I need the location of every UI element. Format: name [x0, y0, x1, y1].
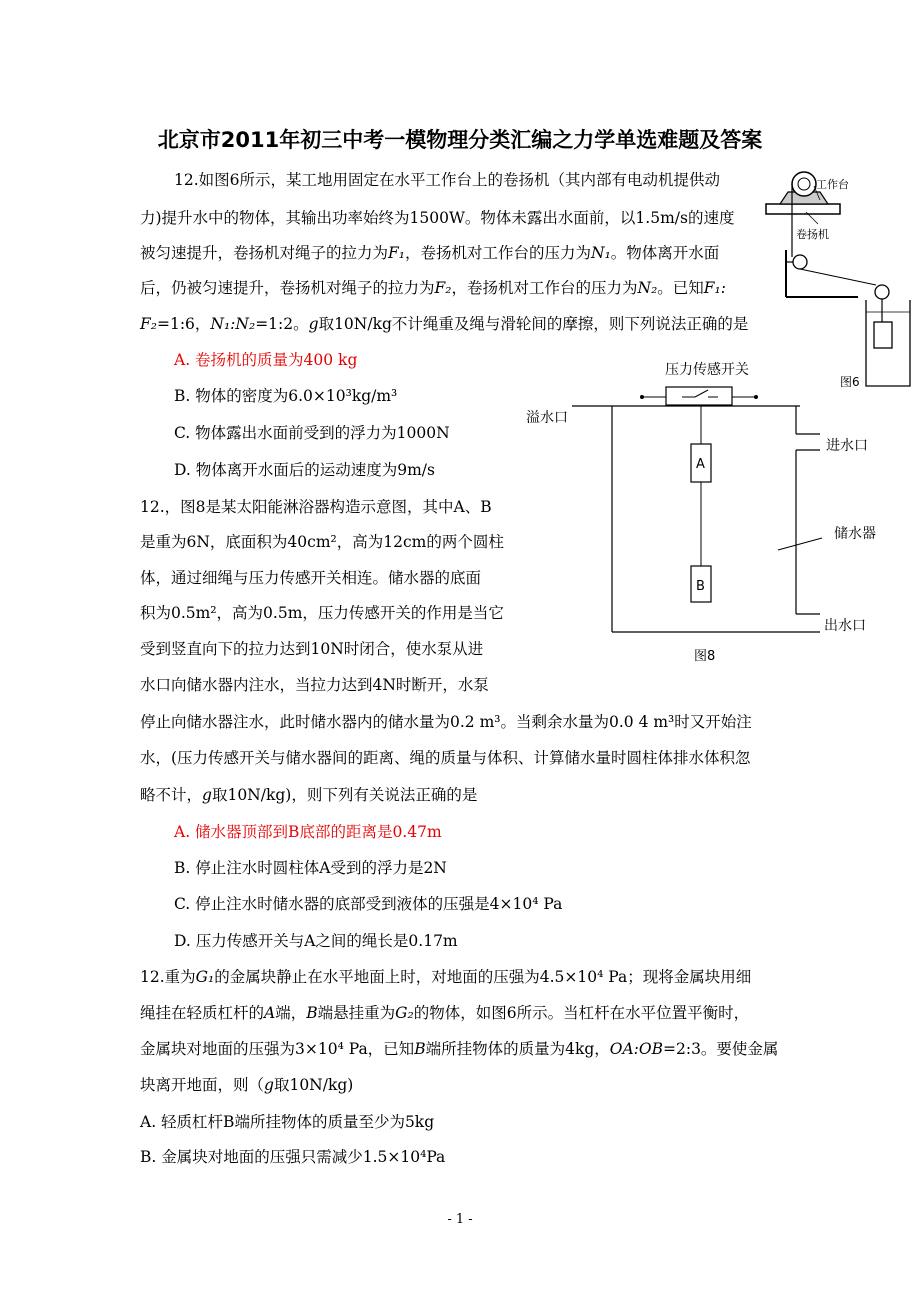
q3-line-2: 绳挂在轻质杠杆的A端，B端悬挂重为G₂的物体，如图6所示。当杠杆在水平位置平衡时， — [140, 1004, 750, 1022]
fig6-caption: 图6 — [840, 375, 860, 389]
fig8-label-a: A — [696, 457, 705, 472]
q3-option-b: B. 金属块对地面的压强只需减少1.5×10⁴Pa — [140, 1148, 446, 1166]
fig8-switch-label: 压力传感开关 — [665, 362, 749, 378]
page-title: 北京市2011年初三中考一模物理分类汇编之力学单选难题及答案 — [157, 128, 763, 152]
q2-line-2: 是重为6N，底面积为40cm²，高为12cm的两个圆柱 — [140, 533, 504, 551]
q2-line-4: 积为0.5m²，高为0.5m，压力传感开关的作用是当它 — [140, 604, 504, 622]
q1-line-1: 12.如图6所示，某工地用固定在水平工作台上的卷扬机（其内部有电动机提供动 — [174, 171, 721, 189]
q2-line-5: 受到竖直向下的拉力达到10N时闭合，使水泵从进 — [140, 640, 484, 658]
fig8-label-outlet: 出水口 — [824, 618, 866, 634]
q2-line-3: 体，通过细绳与压力传感开关相连。储水器的底面 — [140, 569, 482, 587]
fig8-caption: 图8 — [694, 649, 716, 664]
q2-option-b: B. 停止注水时圆柱体A受到的浮力是2N — [174, 859, 447, 877]
q1-line-2: 力)提升水中的物体，其输出功率始终为1500W。物体未露出水面前，以1.5m/s的速度 — [140, 209, 735, 227]
q3-line-3: 金属块对地面的压强为3×10⁴ Pa，已知B端所挂物体的质量为4kg，OA:OB=2:3。要使金属 — [140, 1040, 779, 1058]
q2-option-d: D. 压力传感开关与A之间的绳长是0.17m — [174, 932, 458, 950]
q2-option-a: A. 储水器顶部到B底部的距离是0.47m — [174, 823, 442, 841]
q2-option-c: C. 停止注水时储水器的底部受到液体的压强是4×10⁴ Pa — [174, 895, 563, 913]
fig8-label-b: B — [696, 579, 705, 594]
q2-line-8: 水，(压力传感开关与储水器间的距离、绳的质量与体积、计算储水量时圆柱体排水体积忽 — [140, 749, 751, 767]
q3-line-4: 块离开地面，则（g取10N/kg) — [140, 1076, 354, 1094]
q1-line-3: 被匀速提升，卷扬机对绳子的拉力为F₁，卷扬机对工作台的压力为N₁。物体离开水面 — [140, 244, 720, 262]
fig6-label-table: 工作台 — [816, 178, 849, 191]
q1-line-5: F₂=1:6，N₁:N₂=1:2。g取10N/kg不计绳重及绳与滑轮间的摩擦，则下列说法正确的是 — [140, 315, 749, 333]
q2-line-9: 略不计，g取10N/kg)，则下列有关说法正确的是 — [140, 786, 478, 804]
q1-option-c: C. 物体露出水面前受到的浮力为1000N — [174, 424, 450, 442]
q3-option-a: A. 轻质杠杆B端所挂物体的质量至少为5kg — [140, 1113, 435, 1131]
fig8-label-inlet: 进水口 — [826, 438, 868, 454]
q2-line-1: 12.，图8是某太阳能淋浴器构造示意图，其中A、B — [140, 498, 492, 516]
q2-line-6: 水口向储水器内注水，当拉力达到4N时断开，水泵 — [140, 676, 489, 694]
fig6-label-winch: 卷扬机 — [796, 228, 829, 241]
q1-option-b: B. 物体的密度为6.0×10³kg/m³ — [174, 387, 398, 405]
figure-8-solar-tank-diagram — [520, 356, 910, 666]
q1-line-4: 后，仍被匀速提升，卷扬机对绳子的拉力为F₂，卷扬机对工作台的压力为N₂。已知F₁: — [140, 279, 726, 297]
fig8-label-tank: 储水器 — [834, 526, 876, 542]
q1-option-a: A. 卷扬机的质量为400 kg — [174, 351, 358, 369]
q1-option-d: D. 物体离开水面后的运动速度为9m/s — [174, 461, 435, 479]
page-number: - 1 - — [447, 1212, 473, 1227]
fig8-label-overflow: 溢水口 — [526, 410, 568, 426]
q2-line-7: 停止向储水器注水，此时储水器内的储水量为0.2 m³。当剩余水量为0.0 4 m³时又开始注 — [140, 713, 752, 731]
q3-line-1: 12.重为G₁的金属块静止在水平地面上时，对地面的压强为4.5×10⁴ Pa；现将金属块用细 — [140, 968, 752, 986]
